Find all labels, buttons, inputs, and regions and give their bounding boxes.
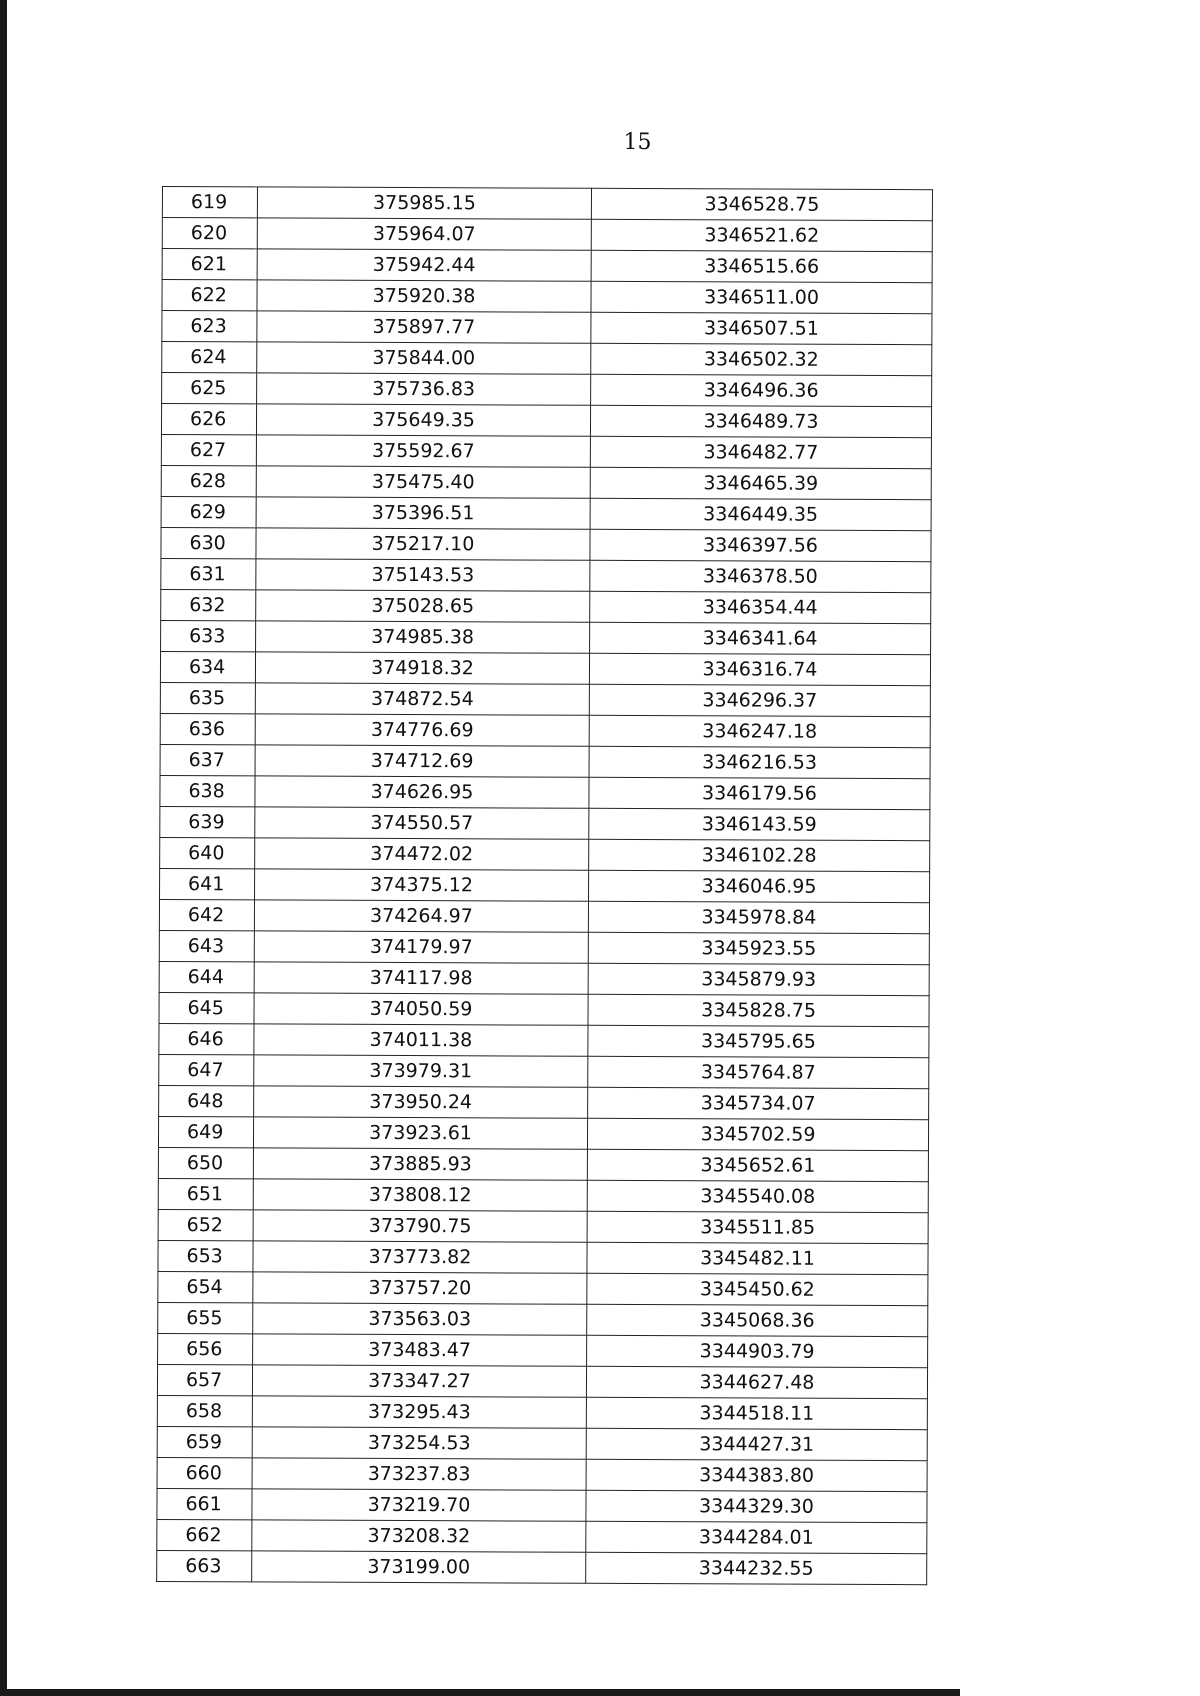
point-id-cell: 651	[158, 1178, 253, 1209]
table-row	[160, 837, 930, 871]
table-row	[159, 1023, 929, 1057]
x-coordinate-cell: 373237.83	[252, 1458, 586, 1490]
x-coordinate-cell: 375475.40	[256, 466, 590, 498]
table-row	[157, 1519, 927, 1553]
table-row	[160, 713, 930, 747]
x-coordinate-cell: 375396.51	[256, 497, 590, 529]
point-id-cell: 629	[161, 496, 256, 527]
x-coordinate-cell: 373790.75	[253, 1210, 587, 1242]
table-row	[158, 1209, 928, 1243]
y-coordinate-cell: 3346502.32	[591, 343, 932, 375]
x-coordinate-cell: 375964.07	[257, 218, 591, 250]
point-id-cell: 645	[159, 992, 254, 1023]
y-coordinate-cell: 3346515.66	[591, 250, 932, 282]
point-id-cell: 661	[157, 1488, 252, 1519]
table-row	[162, 311, 932, 345]
page-number: 15	[623, 130, 652, 155]
y-coordinate-cell: 3344518.11	[586, 1397, 927, 1429]
x-coordinate-cell: 374872.54	[255, 683, 589, 715]
point-id-cell: 625	[162, 373, 257, 404]
x-coordinate-cell: 375897.77	[257, 311, 591, 343]
y-coordinate-cell: 3345828.75	[588, 994, 929, 1026]
point-id-cell: 643	[159, 930, 254, 961]
table-row	[157, 1395, 927, 1429]
y-coordinate-cell: 3346143.59	[589, 808, 930, 840]
x-coordinate-cell: 373979.31	[254, 1055, 588, 1087]
table-row	[160, 651, 930, 685]
point-id-cell: 624	[162, 342, 257, 373]
table-row	[159, 930, 929, 964]
point-id-cell: 620	[162, 218, 257, 249]
x-coordinate-cell: 374550.57	[255, 807, 589, 839]
x-coordinate-cell: 374375.12	[255, 869, 589, 901]
table-row	[158, 1302, 928, 1336]
table-row	[161, 620, 931, 654]
table-row	[157, 1550, 927, 1584]
y-coordinate-cell: 3345734.07	[588, 1087, 929, 1119]
table-row	[159, 961, 929, 995]
y-coordinate-cell: 3346102.28	[589, 839, 930, 871]
table-row	[162, 249, 932, 283]
table-row	[157, 1457, 927, 1491]
table-row	[162, 218, 932, 252]
coordinates-table	[156, 186, 933, 1585]
point-id-cell: 626	[161, 404, 256, 435]
point-id-cell: 635	[160, 682, 255, 713]
y-coordinate-cell: 3346521.62	[591, 219, 932, 251]
y-coordinate-cell: 3346465.39	[590, 467, 931, 499]
y-coordinate-cell: 3346449.35	[590, 498, 931, 530]
y-coordinate-cell: 3345795.65	[588, 1025, 929, 1057]
table-row	[160, 775, 930, 809]
x-coordinate-cell: 374050.59	[254, 993, 588, 1025]
x-coordinate-cell: 373347.27	[252, 1365, 586, 1397]
point-id-cell: 648	[159, 1085, 254, 1116]
y-coordinate-cell: 3346378.50	[590, 560, 931, 592]
x-coordinate-cell: 373295.43	[252, 1396, 586, 1428]
y-coordinate-cell: 3345879.93	[588, 963, 929, 995]
point-id-cell: 632	[161, 589, 256, 620]
x-coordinate-cell: 373773.82	[253, 1241, 587, 1273]
y-coordinate-cell: 3344284.01	[586, 1521, 927, 1553]
table-row	[161, 404, 931, 438]
x-coordinate-cell: 374712.69	[255, 745, 589, 777]
table-row	[159, 992, 929, 1026]
table-row	[160, 682, 930, 716]
x-coordinate-cell: 373199.00	[252, 1551, 586, 1583]
y-coordinate-cell: 3344903.79	[587, 1335, 928, 1367]
y-coordinate-cell: 3344627.48	[586, 1366, 927, 1398]
table-row	[157, 1364, 927, 1398]
table-row	[158, 1178, 928, 1212]
x-coordinate-cell: 375649.35	[256, 404, 590, 436]
point-id-cell: 638	[160, 775, 255, 806]
x-coordinate-cell: 375942.44	[257, 249, 591, 281]
point-id-cell: 633	[161, 620, 256, 651]
x-coordinate-cell: 375736.83	[257, 373, 591, 405]
table-row	[158, 1240, 928, 1274]
table-row	[158, 1271, 928, 1305]
x-coordinate-cell: 373757.20	[253, 1272, 587, 1304]
point-id-cell: 647	[159, 1054, 254, 1085]
x-coordinate-cell: 375217.10	[256, 528, 590, 560]
y-coordinate-cell: 3346046.95	[589, 870, 930, 902]
table-row	[161, 434, 931, 468]
point-id-cell: 628	[161, 465, 256, 496]
y-coordinate-cell: 3345764.87	[588, 1056, 929, 1088]
point-id-cell: 653	[158, 1240, 253, 1271]
x-coordinate-cell: 373808.12	[253, 1179, 587, 1211]
coordinates-table-body	[157, 187, 933, 1585]
y-coordinate-cell: 3346489.73	[590, 405, 931, 437]
point-id-cell: 662	[157, 1519, 252, 1550]
y-coordinate-cell: 3345702.59	[587, 1118, 928, 1150]
y-coordinate-cell: 3346216.53	[589, 746, 930, 778]
point-id-cell: 642	[159, 899, 254, 930]
point-id-cell: 660	[157, 1457, 252, 1488]
y-coordinate-cell: 3346296.37	[589, 684, 930, 716]
y-coordinate-cell: 3344427.31	[586, 1428, 927, 1460]
y-coordinate-cell: 3346397.56	[590, 529, 931, 561]
point-id-cell: 630	[161, 527, 256, 558]
y-coordinate-cell: 3345978.84	[588, 901, 929, 933]
x-coordinate-cell: 374117.98	[254, 962, 588, 994]
point-id-cell: 621	[162, 249, 257, 280]
x-coordinate-cell: 375143.53	[256, 559, 590, 591]
table-row	[160, 744, 930, 778]
table-row	[162, 342, 932, 376]
y-coordinate-cell: 3345450.62	[587, 1273, 928, 1305]
y-coordinate-cell: 3346511.00	[591, 281, 932, 313]
x-coordinate-cell: 373254.53	[252, 1427, 586, 1459]
point-id-cell: 637	[160, 744, 255, 775]
y-coordinate-cell: 3344329.30	[586, 1490, 927, 1522]
y-coordinate-cell: 3346247.18	[589, 715, 930, 747]
x-coordinate-cell: 374472.02	[255, 838, 589, 870]
y-coordinate-cell: 3346316.74	[589, 653, 930, 685]
y-coordinate-cell: 3346528.75	[591, 188, 932, 220]
point-id-cell: 652	[158, 1209, 253, 1240]
point-id-cell: 646	[159, 1023, 254, 1054]
point-id-cell: 659	[157, 1426, 252, 1457]
scan-border-bottom	[0, 1689, 960, 1696]
point-id-cell: 634	[160, 651, 255, 682]
scan-border-left	[0, 0, 7, 1696]
point-id-cell: 631	[161, 558, 256, 589]
x-coordinate-cell: 373923.61	[253, 1117, 587, 1149]
table-row	[159, 1054, 929, 1088]
x-coordinate-cell: 373563.03	[253, 1303, 587, 1335]
table-row	[161, 558, 931, 592]
point-id-cell: 636	[160, 713, 255, 744]
x-coordinate-cell: 374776.69	[255, 714, 589, 746]
table-row	[160, 806, 930, 840]
point-id-cell: 655	[158, 1302, 253, 1333]
table-row	[157, 1488, 927, 1522]
table-row	[161, 465, 931, 499]
table-row	[162, 373, 932, 407]
x-coordinate-cell: 375985.15	[257, 187, 591, 219]
point-id-cell: 622	[162, 280, 257, 311]
table-row	[162, 280, 932, 314]
x-coordinate-cell: 373208.32	[252, 1520, 586, 1552]
y-coordinate-cell: 3344232.55	[586, 1552, 927, 1584]
x-coordinate-cell: 374626.95	[255, 776, 589, 808]
x-coordinate-cell: 373219.70	[252, 1489, 586, 1521]
y-coordinate-cell: 3346507.51	[591, 312, 932, 344]
x-coordinate-cell: 375028.65	[256, 590, 590, 622]
table-row	[160, 868, 930, 902]
y-coordinate-cell: 3345511.85	[587, 1211, 928, 1243]
x-coordinate-cell: 373950.24	[254, 1086, 588, 1118]
point-id-cell: 656	[158, 1333, 253, 1364]
point-id-cell: 654	[158, 1271, 253, 1302]
table-row	[157, 1426, 927, 1460]
table-row	[161, 496, 931, 530]
y-coordinate-cell: 3346354.44	[590, 591, 931, 623]
x-coordinate-cell: 375920.38	[257, 280, 591, 312]
point-id-cell: 658	[157, 1395, 252, 1426]
point-id-cell: 623	[162, 311, 257, 342]
y-coordinate-cell: 3346179.56	[589, 777, 930, 809]
y-coordinate-cell: 3346496.36	[591, 374, 932, 406]
y-coordinate-cell: 3346482.77	[590, 436, 931, 468]
y-coordinate-cell: 3345482.11	[587, 1242, 928, 1274]
point-id-cell: 663	[157, 1550, 252, 1581]
x-coordinate-cell: 373885.93	[253, 1148, 587, 1180]
x-coordinate-cell: 374179.97	[254, 931, 588, 963]
table-row	[162, 187, 932, 221]
table-row	[161, 589, 931, 623]
y-coordinate-cell: 3345923.55	[588, 932, 929, 964]
y-coordinate-cell: 3345652.61	[587, 1149, 928, 1181]
point-id-cell: 649	[158, 1116, 253, 1147]
y-coordinate-cell: 3346341.64	[590, 622, 931, 654]
x-coordinate-cell: 375592.67	[256, 435, 590, 467]
x-coordinate-cell: 374985.38	[256, 621, 590, 653]
y-coordinate-cell: 3344383.80	[586, 1459, 927, 1491]
x-coordinate-cell: 374918.32	[255, 652, 589, 684]
table-row	[158, 1333, 928, 1367]
table-row	[159, 1085, 929, 1119]
x-coordinate-cell: 375844.00	[257, 342, 591, 374]
x-coordinate-cell: 373483.47	[253, 1334, 587, 1366]
x-coordinate-cell: 374264.97	[254, 900, 588, 932]
point-id-cell: 657	[157, 1364, 252, 1395]
point-id-cell: 644	[159, 961, 254, 992]
point-id-cell: 639	[160, 806, 255, 837]
table-row	[161, 527, 931, 561]
point-id-cell: 641	[160, 868, 255, 899]
y-coordinate-cell: 3345540.08	[587, 1180, 928, 1212]
point-id-cell: 640	[160, 837, 255, 868]
table-row	[159, 899, 929, 933]
x-coordinate-cell: 374011.38	[254, 1024, 588, 1056]
table-row	[158, 1147, 928, 1181]
point-id-cell: 619	[162, 187, 257, 218]
table-row	[158, 1116, 928, 1150]
point-id-cell: 650	[158, 1147, 253, 1178]
y-coordinate-cell: 3345068.36	[587, 1304, 928, 1336]
point-id-cell: 627	[161, 434, 256, 465]
